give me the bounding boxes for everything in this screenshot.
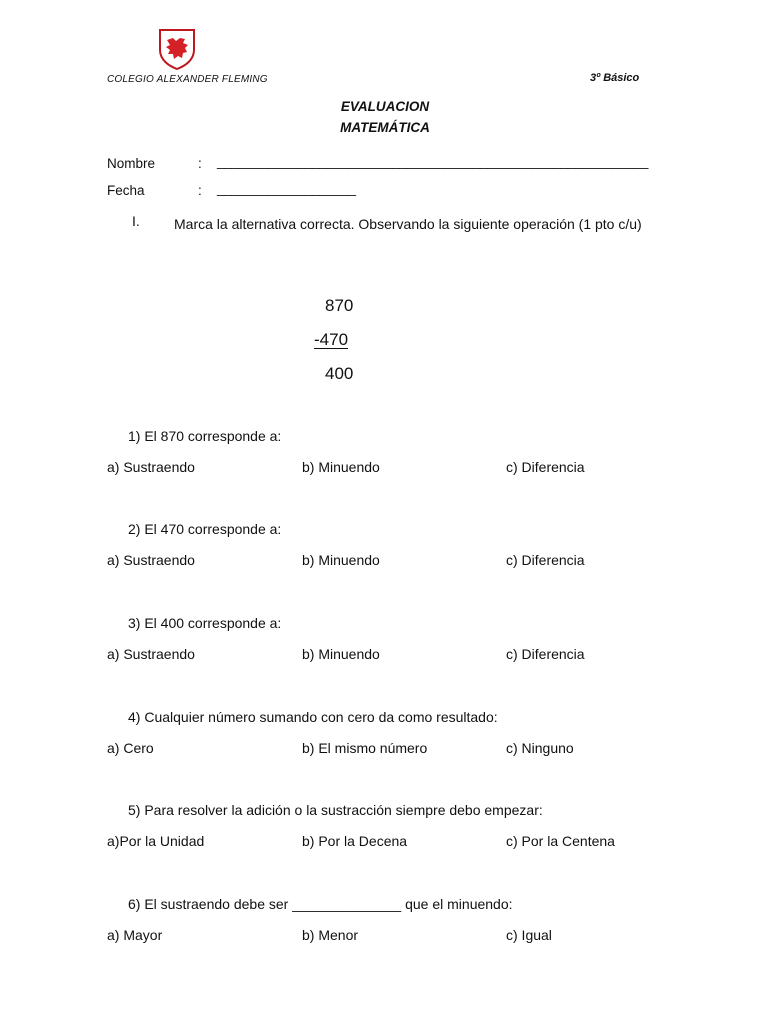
q5-option-c[interactable]: c) Por la Centena — [506, 833, 615, 849]
date-colon: : — [198, 183, 202, 198]
section-instruction: Marca la alternativa correcta. Observando la siguiente operación (1 pto c/u) — [174, 216, 642, 232]
q6-option-b[interactable]: b) Menor — [302, 927, 359, 943]
q4-option-a[interactable]: a) Cero — [107, 740, 154, 756]
q1-option-a[interactable]: a) Sustraendo — [107, 459, 195, 475]
exam-title: EVALUACION — [340, 99, 430, 114]
q5-option-a[interactable]: a)Por la Unidad — [107, 833, 205, 849]
q2-option-a[interactable]: a) Sustraendo — [107, 552, 195, 568]
question-4: 4) Cualquier número sumando con cero da como resultado: — [128, 709, 498, 725]
school-name: COLEGIO ALEXANDER FLEMING — [107, 74, 268, 85]
section-number: I. — [132, 213, 140, 229]
q6-option-c[interactable]: c) Igual — [506, 927, 552, 943]
operation-result: 400 — [325, 364, 354, 383]
exam-subject: MATEMÁTICA — [340, 120, 430, 135]
date-label: Fecha — [107, 183, 145, 198]
name-field[interactable]: ___________________________________________________________ — [217, 154, 649, 169]
grade-level: 3º Básico — [590, 72, 640, 84]
school-crest-icon — [157, 28, 197, 70]
q3-option-a[interactable]: a) Sustraendo — [107, 646, 195, 662]
question-2: 2) El 470 corresponde a: — [128, 521, 282, 537]
q5-option-b[interactable]: b) Por la Decena — [302, 833, 408, 849]
operation-minuend: 870 — [325, 296, 354, 315]
q4-option-c[interactable]: c) Ninguno — [506, 740, 574, 756]
q4-option-b[interactable]: b) El mismo número — [302, 740, 428, 756]
q3-option-b[interactable]: b) Minuendo — [302, 646, 380, 662]
q2-option-b[interactable]: b) Minuendo — [302, 552, 380, 568]
question-3: 3) El 400 corresponde a: — [128, 615, 282, 631]
name-label: Nombre — [107, 156, 156, 171]
q1-option-b[interactable]: b) Minuendo — [302, 459, 380, 475]
q3-option-c[interactable]: c) Diferencia — [506, 646, 585, 662]
name-colon: : — [198, 156, 202, 171]
q1-option-c[interactable]: c) Diferencia — [506, 459, 585, 475]
question-5: 5) Para resolver la adición o la sustracción siempre debo empezar: — [128, 802, 543, 818]
date-field[interactable]: ___________________ — [217, 181, 356, 196]
question-6: 6) El sustraendo debe ser ______________ que el minuendo: — [128, 896, 513, 912]
operation-subtrahend: -470 — [314, 330, 349, 349]
question-1: 1) El 870 corresponde a: — [128, 428, 282, 444]
q6-option-a[interactable]: a) Mayor — [107, 927, 163, 943]
q2-option-c[interactable]: c) Diferencia — [506, 552, 585, 568]
